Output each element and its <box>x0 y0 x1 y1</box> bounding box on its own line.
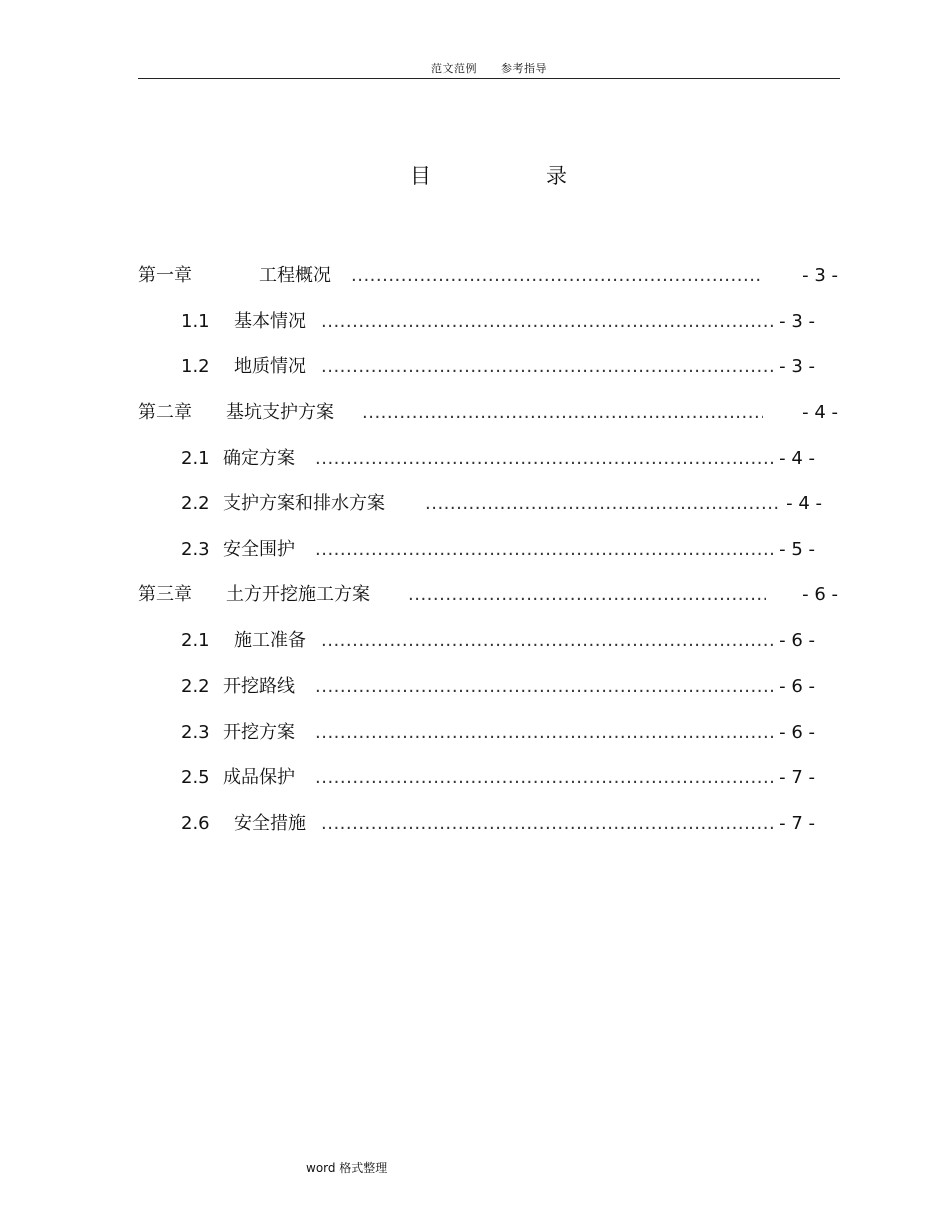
toc-entry-label: 工程概况 <box>259 265 331 286</box>
toc-entry-page: - 6 - <box>802 584 838 605</box>
toc-entry-section[interactable] <box>181 766 821 790</box>
toc-entry-number: 2.2 <box>181 493 210 514</box>
toc-entry-page: - 7 - <box>779 767 815 788</box>
toc-entry-number: 2.6 <box>181 813 210 834</box>
toc-entry-leader <box>362 401 763 425</box>
toc-entry-leader <box>321 629 773 653</box>
toc-entry-page: - 5 - <box>779 539 815 560</box>
toc-entry-number: 1.2 <box>181 356 210 377</box>
toc-entry-leader <box>315 721 773 745</box>
page-footer: word 格式整理 <box>306 1161 388 1175</box>
toc-entry-page: - 4 - <box>779 448 815 469</box>
toc-entry-number: 第三章 <box>138 584 192 605</box>
toc-entry-page: - 3 - <box>779 356 815 377</box>
toc-entry-leader <box>425 492 780 516</box>
toc-entry-chapter-2[interactable] <box>138 401 840 425</box>
toc-entry-leader <box>315 766 773 790</box>
toc-entry-section[interactable] <box>181 492 826 516</box>
toc-entry-page: - 4 - <box>802 402 838 423</box>
toc-entry-section[interactable] <box>181 629 821 653</box>
page-header <box>138 58 840 79</box>
toc-entry-leader <box>315 447 773 471</box>
toc-entry-leader <box>321 310 773 334</box>
toc-entry-page: - 7 - <box>779 813 815 834</box>
header-right-text: 参考指导 <box>500 62 547 75</box>
toc-entry-label: 开挖路线 <box>223 676 295 697</box>
toc-entry-page: - 6 - <box>779 722 815 743</box>
toc-entry-number: 2.2 <box>181 676 210 697</box>
toc-entry-section[interactable] <box>181 812 821 836</box>
toc-entry-section[interactable] <box>181 721 821 745</box>
toc-entry-label: 安全围护 <box>223 539 295 560</box>
toc-entry-page: - 3 - <box>779 311 815 332</box>
header-left-text: 范文范例 <box>431 62 477 75</box>
toc-entry-number: 2.1 <box>181 448 210 469</box>
toc-entry-label: 成品保护 <box>223 767 295 788</box>
toc-entry-number: 第一章 <box>138 265 192 286</box>
toc-entry-section[interactable] <box>181 447 821 471</box>
toc-entry-leader <box>321 355 773 379</box>
toc-entry-label: 安全措施 <box>234 813 306 834</box>
toc-entry-chapter-1[interactable] <box>138 264 840 288</box>
toc-title-char-2: 录 <box>546 164 567 188</box>
toc-entry-label: 基坑支护方案 <box>226 402 334 423</box>
toc-entry-page: - 4 - <box>786 493 822 514</box>
toc-entry-section[interactable] <box>181 538 821 562</box>
toc-entry-section[interactable] <box>181 355 821 379</box>
toc-entry-leader <box>315 538 773 562</box>
toc-entry-section[interactable] <box>181 675 821 699</box>
toc-entry-number: 1.1 <box>181 311 210 332</box>
toc-entry-chapter-3[interactable] <box>138 583 840 607</box>
toc-entry-number: 第二章 <box>138 402 192 423</box>
toc-entry-leader <box>315 675 773 699</box>
toc-entry-page: - 6 - <box>779 630 815 651</box>
toc-entry-label: 地质情况 <box>234 356 306 377</box>
toc-entry-label: 确定方案 <box>223 448 295 469</box>
toc-entry-number: 2.3 <box>181 722 210 743</box>
toc-entry-number: 2.5 <box>181 767 210 788</box>
toc-entry-label: 施工准备 <box>234 630 306 651</box>
toc-entry-leader <box>408 583 766 607</box>
toc-entry-leader <box>321 812 773 836</box>
toc-entry-label: 开挖方案 <box>223 722 295 743</box>
toc-entry-page: - 3 - <box>802 265 838 286</box>
toc-entry-label: 土方开挖施工方案 <box>226 584 370 605</box>
toc-entry-section[interactable] <box>181 310 821 334</box>
toc-entry-number: 2.3 <box>181 539 210 560</box>
toc-entry-number: 2.1 <box>181 630 210 651</box>
toc-entry-label: 支护方案和排水方案 <box>223 493 385 514</box>
header-text <box>138 60 840 76</box>
toc-title-char-1: 目 <box>410 164 431 188</box>
toc-entry-label: 基本情况 <box>234 311 306 332</box>
toc-title <box>0 160 950 190</box>
toc-entry-leader <box>351 264 763 288</box>
toc-entry-page: - 6 - <box>779 676 815 697</box>
